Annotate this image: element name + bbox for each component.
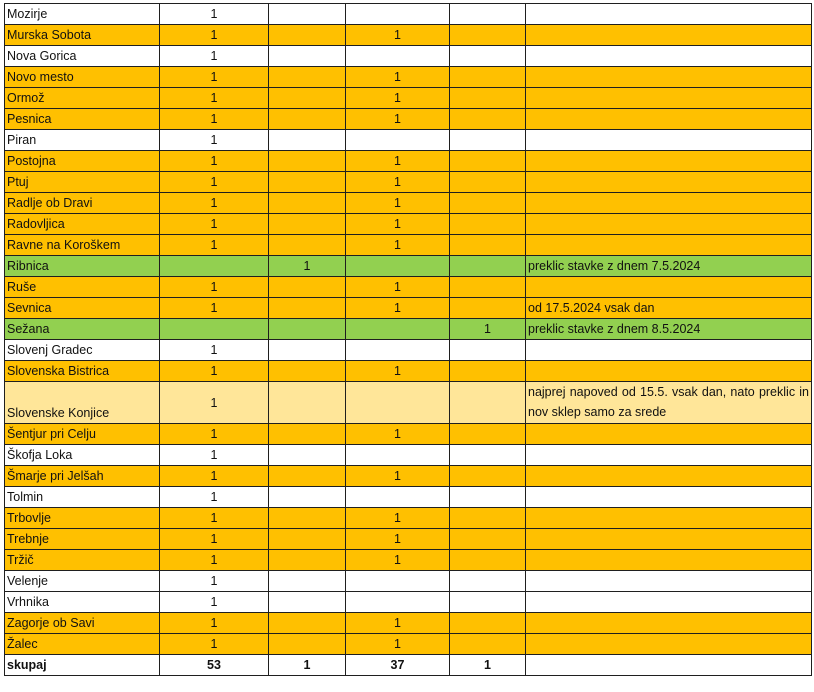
count-cell-3[interactable]: 1 — [346, 193, 450, 214]
count-cell-4[interactable] — [450, 529, 526, 550]
count-cell-1[interactable]: 1 — [160, 529, 269, 550]
table-row — [5, 424, 812, 445]
table-row — [5, 571, 812, 592]
note-cell[interactable] — [526, 109, 812, 130]
count-cell-3[interactable] — [346, 319, 450, 340]
count-cell-3[interactable] — [346, 46, 450, 67]
count-cell-2[interactable] — [269, 235, 346, 256]
count-cell-1[interactable]: 1 — [160, 613, 269, 634]
table-row — [5, 67, 812, 88]
table-row — [5, 319, 812, 340]
count-cell-4[interactable] — [450, 151, 526, 172]
table-row — [5, 25, 812, 46]
count-cell-2[interactable] — [269, 424, 346, 445]
total-note-cell[interactable] — [526, 655, 812, 676]
municipality-cell[interactable]: Murska Sobota — [5, 25, 160, 46]
count-cell-2[interactable] — [269, 487, 346, 508]
table-row — [5, 151, 812, 172]
count-cell-2[interactable] — [269, 529, 346, 550]
count-cell-3[interactable]: 1 — [346, 466, 450, 487]
count-cell-1[interactable]: 1 — [160, 151, 269, 172]
count-cell-2[interactable]: 1 — [269, 256, 346, 277]
note-cell[interactable] — [526, 214, 812, 235]
count-cell-4[interactable] — [450, 361, 526, 382]
municipality-cell[interactable]: Postojna — [5, 151, 160, 172]
municipality-cell[interactable]: Novo mesto — [5, 67, 160, 88]
table-row — [5, 445, 812, 466]
count-cell-2[interactable] — [269, 550, 346, 571]
count-cell-3[interactable]: 1 — [346, 508, 450, 529]
count-cell-4[interactable] — [450, 256, 526, 277]
count-cell-1[interactable]: 1 — [160, 487, 269, 508]
count-cell-3[interactable]: 1 — [346, 277, 450, 298]
count-cell-1[interactable]: 1 — [160, 445, 269, 466]
count-cell-2[interactable] — [269, 214, 346, 235]
count-cell-1[interactable]: 1 — [160, 25, 269, 46]
count-cell-2[interactable] — [269, 67, 346, 88]
municipality-cell[interactable]: Žalec — [5, 634, 160, 655]
count-cell-1[interactable]: 1 — [160, 592, 269, 613]
count-cell-1[interactable]: 1 — [160, 424, 269, 445]
count-cell-1[interactable]: 1 — [160, 382, 269, 424]
count-cell-1[interactable]: 1 — [160, 109, 269, 130]
count-cell-1[interactable] — [160, 256, 269, 277]
count-cell-2[interactable] — [269, 298, 346, 319]
count-cell-4[interactable] — [450, 466, 526, 487]
note-cell[interactable] — [526, 529, 812, 550]
count-cell-4[interactable] — [450, 4, 526, 25]
count-cell-3[interactable]: 1 — [346, 613, 450, 634]
note-cell[interactable]: preklic stavke z dnem 8.5.2024 — [526, 319, 812, 340]
note-cell[interactable] — [526, 340, 812, 361]
note-cell[interactable] — [526, 193, 812, 214]
municipality-cell[interactable]: Šentjur pri Celju — [5, 424, 160, 445]
count-cell-1[interactable]: 1 — [160, 508, 269, 529]
count-cell-3[interactable] — [346, 487, 450, 508]
note-cell[interactable] — [526, 88, 812, 109]
table-row — [5, 466, 812, 487]
total-count-cell-3[interactable]: 37 — [346, 655, 450, 676]
count-cell-2[interactable] — [269, 613, 346, 634]
note-cell[interactable] — [526, 508, 812, 529]
municipality-cell[interactable]: Radlje ob Dravi — [5, 193, 160, 214]
count-cell-2[interactable] — [269, 571, 346, 592]
count-cell-1[interactable]: 1 — [160, 88, 269, 109]
table-row — [5, 508, 812, 529]
count-cell-2[interactable] — [269, 151, 346, 172]
table-row — [5, 172, 812, 193]
note-cell[interactable] — [526, 424, 812, 445]
note-cell[interactable] — [526, 466, 812, 487]
table-row — [5, 592, 812, 613]
count-cell-1[interactable]: 1 — [160, 4, 269, 25]
municipality-cell[interactable]: Šmarje pri Jelšah — [5, 466, 160, 487]
count-cell-4[interactable] — [450, 445, 526, 466]
note-cell[interactable] — [526, 46, 812, 67]
count-cell-2[interactable] — [269, 4, 346, 25]
note-cell[interactable] — [526, 361, 812, 382]
strike-table — [4, 3, 812, 676]
table-row — [5, 130, 812, 151]
count-cell-2[interactable] — [269, 340, 346, 361]
municipality-cell[interactable]: Ruše — [5, 277, 160, 298]
count-cell-1[interactable]: 1 — [160, 67, 269, 88]
count-cell-4[interactable] — [450, 424, 526, 445]
total-label[interactable]: skupaj — [5, 655, 160, 676]
count-cell-1[interactable]: 1 — [160, 298, 269, 319]
count-cell-3[interactable] — [346, 592, 450, 613]
municipality-cell[interactable]: Škofja Loka — [5, 445, 160, 466]
count-cell-4[interactable] — [450, 130, 526, 151]
count-cell-4[interactable] — [450, 592, 526, 613]
total-count-cell-4[interactable]: 1 — [450, 655, 526, 676]
count-cell-3[interactable]: 1 — [346, 88, 450, 109]
count-cell-1[interactable]: 1 — [160, 340, 269, 361]
municipality-cell[interactable]: Tržič — [5, 550, 160, 571]
table-row — [5, 382, 812, 424]
count-cell-2[interactable] — [269, 361, 346, 382]
count-cell-2[interactable] — [269, 25, 346, 46]
count-cell-3[interactable] — [346, 382, 450, 424]
count-cell-4[interactable] — [450, 550, 526, 571]
count-cell-1[interactable]: 1 — [160, 235, 269, 256]
count-cell-2[interactable] — [269, 109, 346, 130]
note-cell[interactable] — [526, 634, 812, 655]
municipality-cell[interactable]: Nova Gorica — [5, 46, 160, 67]
note-cell[interactable] — [526, 445, 812, 466]
table-row — [5, 235, 812, 256]
total-row — [5, 655, 812, 676]
count-cell-3[interactable]: 1 — [346, 214, 450, 235]
table-row — [5, 634, 812, 655]
count-cell-2[interactable] — [269, 466, 346, 487]
count-cell-4[interactable] — [450, 25, 526, 46]
count-cell-4[interactable] — [450, 382, 526, 424]
municipality-cell[interactable]: Pesnica — [5, 109, 160, 130]
count-cell-4[interactable] — [450, 508, 526, 529]
count-cell-3[interactable]: 1 — [346, 67, 450, 88]
count-cell-2[interactable] — [269, 277, 346, 298]
count-cell-3[interactable] — [346, 340, 450, 361]
count-cell-4[interactable] — [450, 571, 526, 592]
count-cell-1[interactable]: 1 — [160, 130, 269, 151]
table-row — [5, 46, 812, 67]
table-row — [5, 4, 812, 25]
municipality-cell[interactable]: Tolmin — [5, 487, 160, 508]
municipality-cell[interactable]: Ormož — [5, 88, 160, 109]
table-body — [5, 4, 812, 676]
table-row — [5, 613, 812, 634]
note-cell[interactable] — [526, 550, 812, 571]
table-row — [5, 214, 812, 235]
municipality-cell[interactable]: Sevnica — [5, 298, 160, 319]
table-row — [5, 193, 812, 214]
count-cell-1[interactable]: 1 — [160, 172, 269, 193]
table-row — [5, 256, 812, 277]
count-cell-3[interactable] — [346, 571, 450, 592]
municipality-cell[interactable]: Ribnica — [5, 256, 160, 277]
count-cell-4[interactable] — [450, 634, 526, 655]
note-cell[interactable] — [526, 613, 812, 634]
count-cell-3[interactable] — [346, 445, 450, 466]
count-cell-1[interactable]: 1 — [160, 193, 269, 214]
count-cell-4[interactable] — [450, 235, 526, 256]
count-cell-3[interactable]: 1 — [346, 151, 450, 172]
municipality-cell[interactable]: Ravne na Koroškem — [5, 235, 160, 256]
count-cell-3[interactable]: 1 — [346, 634, 450, 655]
municipality-cell[interactable]: Radovljica — [5, 214, 160, 235]
count-cell-2[interactable] — [269, 88, 346, 109]
count-cell-2[interactable] — [269, 445, 346, 466]
table-row — [5, 487, 812, 508]
municipality-cell[interactable]: Sežana — [5, 319, 160, 340]
table-row — [5, 529, 812, 550]
total-count-cell-1[interactable]: 53 — [160, 655, 269, 676]
table-row — [5, 109, 812, 130]
count-cell-1[interactable]: 1 — [160, 361, 269, 382]
municipality-cell[interactable]: Velenje — [5, 571, 160, 592]
count-cell-4[interactable] — [450, 193, 526, 214]
count-cell-2[interactable] — [269, 319, 346, 340]
municipality-cell[interactable]: Trbovlje — [5, 508, 160, 529]
note-cell[interactable] — [526, 130, 812, 151]
count-cell-4[interactable] — [450, 277, 526, 298]
table-row — [5, 298, 812, 319]
count-cell-2[interactable] — [269, 193, 346, 214]
count-cell-4[interactable] — [450, 88, 526, 109]
municipality-cell[interactable]: Slovenske Konjice — [5, 382, 160, 424]
count-cell-3[interactable] — [346, 130, 450, 151]
municipality-cell[interactable]: Mozirje — [5, 4, 160, 25]
count-cell-1[interactable]: 1 — [160, 466, 269, 487]
count-cell-2[interactable] — [269, 382, 346, 424]
count-cell-4[interactable] — [450, 340, 526, 361]
count-cell-1[interactable]: 1 — [160, 550, 269, 571]
count-cell-3[interactable]: 1 — [346, 529, 450, 550]
count-cell-4[interactable] — [450, 172, 526, 193]
note-cell[interactable] — [526, 277, 812, 298]
count-cell-1[interactable]: 1 — [160, 46, 269, 67]
total-count-cell-2[interactable]: 1 — [269, 655, 346, 676]
note-cell[interactable] — [526, 487, 812, 508]
note-cell[interactable] — [526, 592, 812, 613]
count-cell-1[interactable] — [160, 319, 269, 340]
table-row — [5, 88, 812, 109]
count-cell-3[interactable] — [346, 256, 450, 277]
municipality-cell[interactable]: Slovenj Gradec — [5, 340, 160, 361]
count-cell-4[interactable] — [450, 613, 526, 634]
count-cell-3[interactable]: 1 — [346, 424, 450, 445]
count-cell-2[interactable] — [269, 46, 346, 67]
count-cell-3[interactable] — [346, 4, 450, 25]
count-cell-2[interactable] — [269, 172, 346, 193]
municipality-cell[interactable]: Ptuj — [5, 172, 160, 193]
count-cell-3[interactable]: 1 — [346, 109, 450, 130]
count-cell-3[interactable]: 1 — [346, 25, 450, 46]
count-cell-4[interactable] — [450, 298, 526, 319]
note-cell[interactable] — [526, 67, 812, 88]
table-row — [5, 361, 812, 382]
note-cell[interactable] — [526, 172, 812, 193]
count-cell-4[interactable] — [450, 109, 526, 130]
municipality-cell[interactable]: Slovenska Bistrica — [5, 361, 160, 382]
count-cell-3[interactable]: 1 — [346, 298, 450, 319]
table-row — [5, 277, 812, 298]
note-cell[interactable] — [526, 571, 812, 592]
count-cell-4[interactable] — [450, 214, 526, 235]
table-row — [5, 550, 812, 571]
count-cell-1[interactable]: 1 — [160, 571, 269, 592]
count-cell-4[interactable] — [450, 487, 526, 508]
count-cell-1[interactable]: 1 — [160, 277, 269, 298]
table-row — [5, 340, 812, 361]
note-cell[interactable] — [526, 235, 812, 256]
count-cell-2[interactable] — [269, 508, 346, 529]
note-cell[interactable]: od 17.5.2024 vsak dan — [526, 298, 812, 319]
count-cell-4[interactable] — [450, 67, 526, 88]
municipality-cell[interactable]: Vrhnika — [5, 592, 160, 613]
count-cell-4[interactable]: 1 — [450, 319, 526, 340]
count-cell-3[interactable]: 1 — [346, 550, 450, 571]
note-cell[interactable] — [526, 25, 812, 46]
count-cell-2[interactable] — [269, 634, 346, 655]
municipality-cell[interactable]: Trebnje — [5, 529, 160, 550]
municipality-cell[interactable]: Zagorje ob Savi — [5, 613, 160, 634]
count-cell-2[interactable] — [269, 130, 346, 151]
municipality-cell[interactable]: Piran — [5, 130, 160, 151]
count-cell-1[interactable]: 1 — [160, 634, 269, 655]
count-cell-4[interactable] — [450, 46, 526, 67]
note-cell[interactable]: najprej napoved od 15.5. vsak dan, nato preklic in nov sklep samo za srede — [526, 382, 812, 424]
note-cell[interactable]: preklic stavke z dnem 7.5.2024 — [526, 256, 812, 277]
count-cell-3[interactable]: 1 — [346, 235, 450, 256]
count-cell-3[interactable]: 1 — [346, 172, 450, 193]
note-cell[interactable] — [526, 4, 812, 25]
count-cell-1[interactable]: 1 — [160, 214, 269, 235]
count-cell-3[interactable]: 1 — [346, 361, 450, 382]
note-cell[interactable] — [526, 151, 812, 172]
count-cell-2[interactable] — [269, 592, 346, 613]
